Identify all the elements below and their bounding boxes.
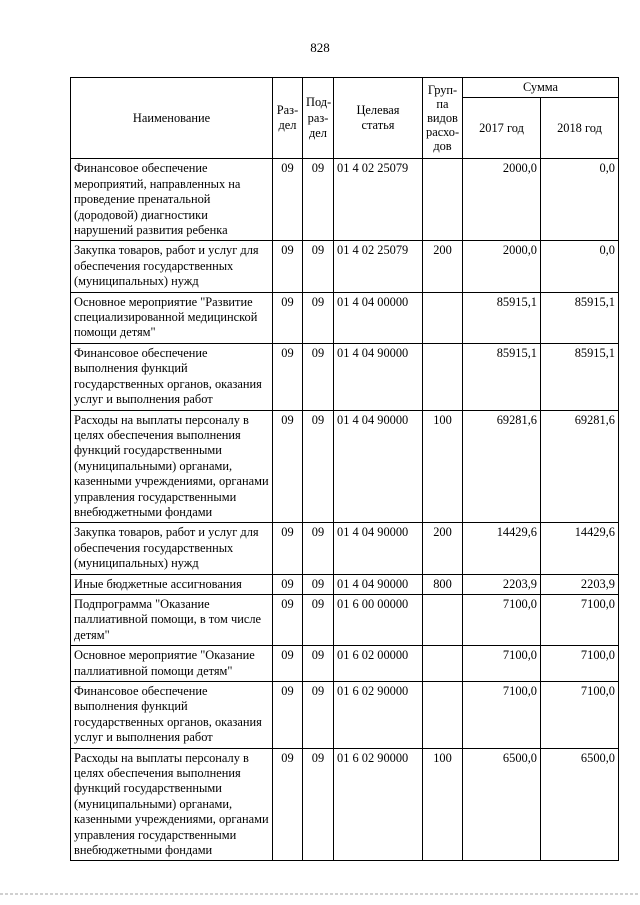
row-target-article: 01 6 02 90000 [334,748,423,861]
row-section: 09 [273,523,303,574]
row-section: 09 [273,410,303,523]
row-sum-2018: 7100,0 [541,682,619,749]
row-name: Финансовое обеспечение выполнения функций государственных органов, оказания услуг и выполнения работ [71,682,273,749]
row-sum-2017: 69281,6 [463,410,541,523]
row-subsection: 09 [303,241,334,292]
row-name: Финансовое обеспечение мероприятий, направленных на проведение пренатальной (дородовой) диагностики нарушений развития ребенка [71,159,273,241]
row-expense-group [423,682,463,749]
row-sum-2018: 7100,0 [541,594,619,645]
row-sum-2018: 6500,0 [541,748,619,861]
row-subsection: 09 [303,682,334,749]
header-expense-group: Груп- па видов расхо- дов [423,78,463,159]
header-sum: Сумма [463,78,619,98]
row-sum-2017: 2000,0 [463,159,541,241]
row-subsection: 09 [303,574,334,594]
row-name: Иные бюджетные ассигнования [71,574,273,594]
table-row [71,410,619,523]
row-section: 09 [273,574,303,594]
row-subsection: 09 [303,410,334,523]
row-section: 09 [273,159,303,241]
row-name: Подпрограмма "Оказание паллиативной помощи, в том числе детям" [71,594,273,645]
row-sum-2017: 7100,0 [463,594,541,645]
row-target-article: 01 4 04 90000 [334,343,423,410]
row-section: 09 [273,292,303,343]
row-subsection: 09 [303,292,334,343]
table-row [71,523,619,574]
table-row [71,682,619,749]
row-sum-2017: 2000,0 [463,241,541,292]
row-target-article: 01 6 02 90000 [334,682,423,749]
row-target-article: 01 6 02 00000 [334,646,423,682]
row-expense-group [423,343,463,410]
row-subsection: 09 [303,343,334,410]
table-row [71,574,619,594]
row-section: 09 [273,241,303,292]
table-row [71,343,619,410]
table-row [71,594,619,645]
row-sum-2017: 85915,1 [463,343,541,410]
row-section: 09 [273,343,303,410]
table-row [71,646,619,682]
page-number: 828 [310,40,330,55]
row-name: Основное мероприятие "Оказание паллиативной помощи детям" [71,646,273,682]
row-sum-2017: 14429,6 [463,523,541,574]
row-name: Закупка товаров, работ и услуг для обеспечения государственных (муниципальных) нужд [71,523,273,574]
row-name: Основное мероприятие "Развитие специализированной медицинской помощи детям" [71,292,273,343]
row-sum-2018: 2203,9 [541,574,619,594]
table-row [71,241,619,292]
row-section: 09 [273,682,303,749]
header-row-top [71,78,619,98]
row-sum-2018: 7100,0 [541,646,619,682]
row-name: Расходы на выплаты персоналу в целях обеспечения выполнения функций государственными (муниципальными) органами, казенными учреждениями, органами управления государственными внебюджетными фондами [71,410,273,523]
row-subsection: 09 [303,523,334,574]
row-expense-group: 800 [423,574,463,594]
row-target-article: 01 6 00 00000 [334,594,423,645]
row-sum-2017: 7100,0 [463,646,541,682]
table-row [71,748,619,861]
row-sum-2018: 0,0 [541,241,619,292]
row-subsection: 09 [303,646,334,682]
row-sum-2017: 85915,1 [463,292,541,343]
header-year-2017: 2017 год [463,98,541,159]
header-section: Раз- дел [273,78,303,159]
row-sum-2017: 2203,9 [463,574,541,594]
row-expense-group [423,159,463,241]
budget-table [70,77,619,861]
row-expense-group: 100 [423,410,463,523]
row-expense-group: 100 [423,748,463,861]
header-subsection: Под- раз- дел [303,78,334,159]
row-subsection: 09 [303,594,334,645]
row-sum-2018: 85915,1 [541,292,619,343]
row-target-article: 01 4 04 90000 [334,410,423,523]
row-expense-group [423,594,463,645]
row-expense-group [423,646,463,682]
row-sum-2018: 69281,6 [541,410,619,523]
row-target-article: 01 4 04 90000 [334,523,423,574]
header-target-article: Целевая статья [334,78,423,159]
row-sum-2017: 6500,0 [463,748,541,861]
header-year-2018: 2018 год [541,98,619,159]
row-sum-2018: 85915,1 [541,343,619,410]
header-name: Наименование [71,78,273,159]
row-target-article: 01 4 02 25079 [334,159,423,241]
row-expense-group: 200 [423,523,463,574]
row-target-article: 01 4 04 00000 [334,292,423,343]
row-name: Финансовое обеспечение выполнения функций государственных органов, оказания услуг и выполнения работ [71,343,273,410]
row-expense-group: 200 [423,241,463,292]
row-sum-2018: 14429,6 [541,523,619,574]
row-sum-2017: 7100,0 [463,682,541,749]
row-subsection: 09 [303,159,334,241]
row-section: 09 [273,594,303,645]
table-row [71,159,619,241]
row-name: Расходы на выплаты персоналу в целях обеспечения выполнения функций государственными (муниципальными) органами, казенными учреждениями, органами управления государственными внебюджетными фондами [71,748,273,861]
table-row [71,292,619,343]
row-section: 09 [273,646,303,682]
row-sum-2018: 0,0 [541,159,619,241]
row-target-article: 01 4 02 25079 [334,241,423,292]
row-subsection: 09 [303,748,334,861]
row-target-article: 01 4 04 90000 [334,574,423,594]
row-expense-group [423,292,463,343]
scan-edge-line [0,893,640,895]
row-name: Закупка товаров, работ и услуг для обеспечения государственных (муниципальных) нужд [71,241,273,292]
row-section: 09 [273,748,303,861]
